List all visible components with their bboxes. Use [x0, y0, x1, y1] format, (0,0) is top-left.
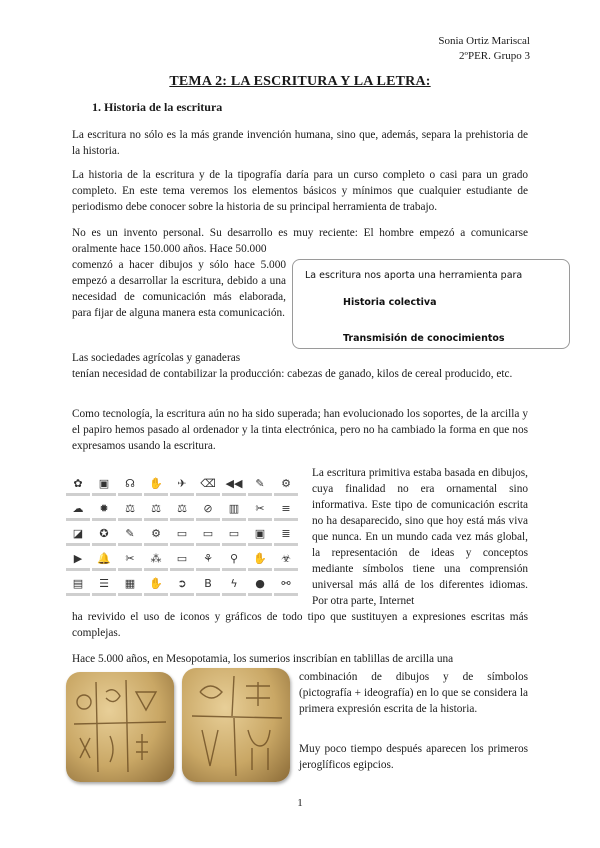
paragraph: ha revivido el uso de iconos y gráficos de todo tipo que sustituyen a expresiones escritas más complejas. [72, 611, 528, 639]
pictogram-icon: ⚖ [177, 501, 187, 515]
pictogram-icon: ⚙ [281, 476, 291, 490]
pictogram-icon: ☰ [99, 576, 109, 590]
pictogram-icon: ✎ [125, 526, 135, 540]
pictogram-icon: ➲ [177, 576, 187, 590]
pictogram-caption [92, 518, 116, 521]
pictogram-icon: ▶ [73, 551, 83, 565]
pictogram-caption [66, 593, 90, 596]
pictogram-icon: ▭ [176, 526, 188, 540]
pictogram-icon: ☣ [281, 551, 291, 565]
pictogram-icon: ✹ [99, 501, 109, 515]
pictogram-icon: ⌫ [200, 476, 216, 490]
icon-grid-image [66, 475, 302, 599]
pictogram-caption [274, 543, 298, 546]
section-heading: 1. Historia de la escritura [92, 100, 223, 114]
pictogram-caption [222, 543, 246, 546]
pictogram-caption [248, 568, 272, 571]
paragraph: No es un invento personal. Su desarrollo es muy reciente: El hombre empezó a comunicarse oralmente hace 150.000 años. Hace 50.000 [72, 227, 528, 255]
pictogram-caption [144, 568, 168, 571]
pictogram-caption [196, 493, 220, 496]
paragraph: Como tecnología, la escritura aún no ha sido superada; han evolucionado los soportes, de la arcilla y el papiro hemos pasado al ordenador y la tinta electrónica, pero no ha cambiado la forma en que nos expresamos usando la escritura. [72, 408, 528, 452]
pictogram-caption [92, 568, 116, 571]
pictogram-caption [248, 493, 272, 496]
pictogram-caption [222, 518, 246, 521]
pictogram-caption [274, 568, 298, 571]
clay-tablet-image [66, 672, 174, 782]
pictogram-caption [144, 518, 168, 521]
paragraph: La escritura primitiva estaba basada en dibujos, cuya finalidad no era ornamental sino informativa. Este tipo de comunicación escrita no ha desaparecido, sino que hoy está más viva que nunca. En un mundo cada vez más global, la representación de ideas y conceptos mediante símbolos tiene una comprensión universal más allá de los diferentes idiomas. Por otra parte, Internet [312, 467, 528, 607]
pictogram-caption [66, 543, 90, 546]
pictogram-icon: ◀◀ [225, 476, 243, 490]
pictogram-icon: ≡ [281, 501, 291, 515]
pictogram-caption [196, 543, 220, 546]
paragraph: comenzó a hacer dibujos y sólo hace 5.000 empezó a desarrollar la escritura, debido a una necesidad de comunicación más elaborada, para fijar de alguna manera esta comunicación. [72, 259, 286, 319]
pictogram-icon: ▥ [228, 501, 240, 515]
callout-item: Historia colectiva [343, 297, 437, 308]
paragraph: La historia de la escritura y de la tipografía daría para un curso completo o casi para un grado completo. En este tema veremos los elementos básicos y mínimos que cualquier estudiante de periodismo debe conocer sobre la historia de su principal herramienta de trabajo. [72, 169, 528, 213]
clay-tablet-image [182, 668, 290, 782]
callout-title: La escritura nos aporta una herramienta para [305, 270, 523, 281]
pictogram-caption [170, 518, 194, 521]
pictogram-caption [66, 493, 90, 496]
pictogram-icon: ▦ [124, 576, 136, 590]
pictogram-icon: 🔔 [97, 551, 111, 565]
pictogram-caption [170, 593, 194, 596]
pictogram-caption [66, 568, 90, 571]
pictogram-icon: ▣ [98, 476, 110, 490]
paragraph: combinación de dibujos y de símbolos (pictografía + ideografía) en lo que se considera la primera expresión escrita de la historia. [299, 671, 528, 715]
pictogram-caption [248, 518, 272, 521]
page-header [438, 34, 530, 64]
pictogram-caption [196, 593, 220, 596]
pictogram-icon: ⚙ [151, 526, 161, 540]
paragraph: Muy poco tiempo después aparecen los primeros jeroglíficos egipcios. [299, 743, 528, 771]
pictogram-caption [118, 568, 142, 571]
pictogram-caption [118, 518, 142, 521]
pictogram-icon: ▭ [202, 526, 214, 540]
paragraph: La escritura no sólo es la más grande invención humana, sino que, además, separa la prehistoria de la historia. [72, 129, 528, 157]
pictogram-icon: ≣ [281, 526, 291, 540]
pictogram-caption [118, 543, 142, 546]
pictogram-icon: ▭ [228, 526, 240, 540]
pictogram-icon: B [204, 576, 212, 590]
pictogram-icon: ⁂ [150, 551, 162, 565]
pictogram-icon: ✈ [177, 476, 187, 490]
pictogram-caption [196, 568, 220, 571]
pictogram-icon: ⊘ [203, 501, 213, 515]
pictogram-icon: ● [255, 576, 265, 590]
pictogram-icon: ⚘ [203, 551, 213, 565]
group-label: 2ºPER. Grupo 3 [459, 50, 530, 62]
pictogram-caption [66, 518, 90, 521]
pictogram-icon: ✋ [253, 551, 267, 565]
pictogram-caption [170, 493, 194, 496]
pictogram-icon: ▤ [72, 576, 84, 590]
pictogram-icon: ◪ [72, 526, 84, 540]
pictogram-icon: ✎ [255, 476, 265, 490]
pictogram-caption [118, 493, 142, 496]
pictogram-caption [92, 593, 116, 596]
paragraph: tenían necesidad de contabilizar la producción: cabezas de ganado, kilos de cereal producido, etc. [72, 368, 513, 380]
author-name: Sonia Ortiz Mariscal [438, 35, 530, 47]
paragraph: Las sociedades agrícolas y ganaderas [72, 352, 241, 364]
pictogram-caption [248, 543, 272, 546]
pictogram-caption [92, 543, 116, 546]
pictogram-icon: ϟ [230, 576, 238, 590]
pictogram-icon: ⚖ [125, 501, 135, 515]
pictogram-caption [144, 543, 168, 546]
callout-item: Transmisión de conocimientos [343, 333, 505, 344]
pictogram-caption [248, 593, 272, 596]
pictogram-icon: ✪ [99, 526, 109, 540]
pictogram-caption [274, 493, 298, 496]
pictogram-icon: ▭ [176, 551, 188, 565]
pictogram-caption [170, 568, 194, 571]
pictogram-icon: ✿ [73, 476, 83, 490]
pictogram-caption [92, 493, 116, 496]
pictogram-caption [118, 593, 142, 596]
document-title: TEMA 2: LA ESCRITURA Y LA LETRA: [169, 74, 431, 89]
pictogram-caption [222, 593, 246, 596]
callout-box [292, 259, 570, 349]
pictogram-icon: ✋ [149, 476, 163, 490]
pictogram-caption [274, 593, 298, 596]
pictogram-icon: ⚯ [281, 576, 291, 590]
pictogram-icon: ⚖ [151, 501, 161, 515]
pictogram-icon: ✂ [125, 551, 135, 565]
pictogram-icon: ▣ [254, 526, 266, 540]
pictogram-caption [144, 493, 168, 496]
pictogram-icon: ☁ [72, 501, 84, 515]
page-number: 1 [297, 797, 303, 809]
pictogram-icon: ✋ [149, 576, 163, 590]
pictogram-icon: ✂ [255, 501, 265, 515]
pictogram-caption [222, 568, 246, 571]
pictogram-caption [196, 518, 220, 521]
pictogram-caption [222, 493, 246, 496]
pictogram-caption [144, 593, 168, 596]
pictogram-caption [170, 543, 194, 546]
pictogram-icon: ⚲ [229, 551, 239, 565]
pictogram-icon: ☊ [125, 476, 135, 490]
paragraph: Hace 5.000 años, en Mesopotamia, los sumerios inscribían en tablillas de arcilla una [72, 653, 454, 665]
pictogram-caption [274, 518, 298, 521]
